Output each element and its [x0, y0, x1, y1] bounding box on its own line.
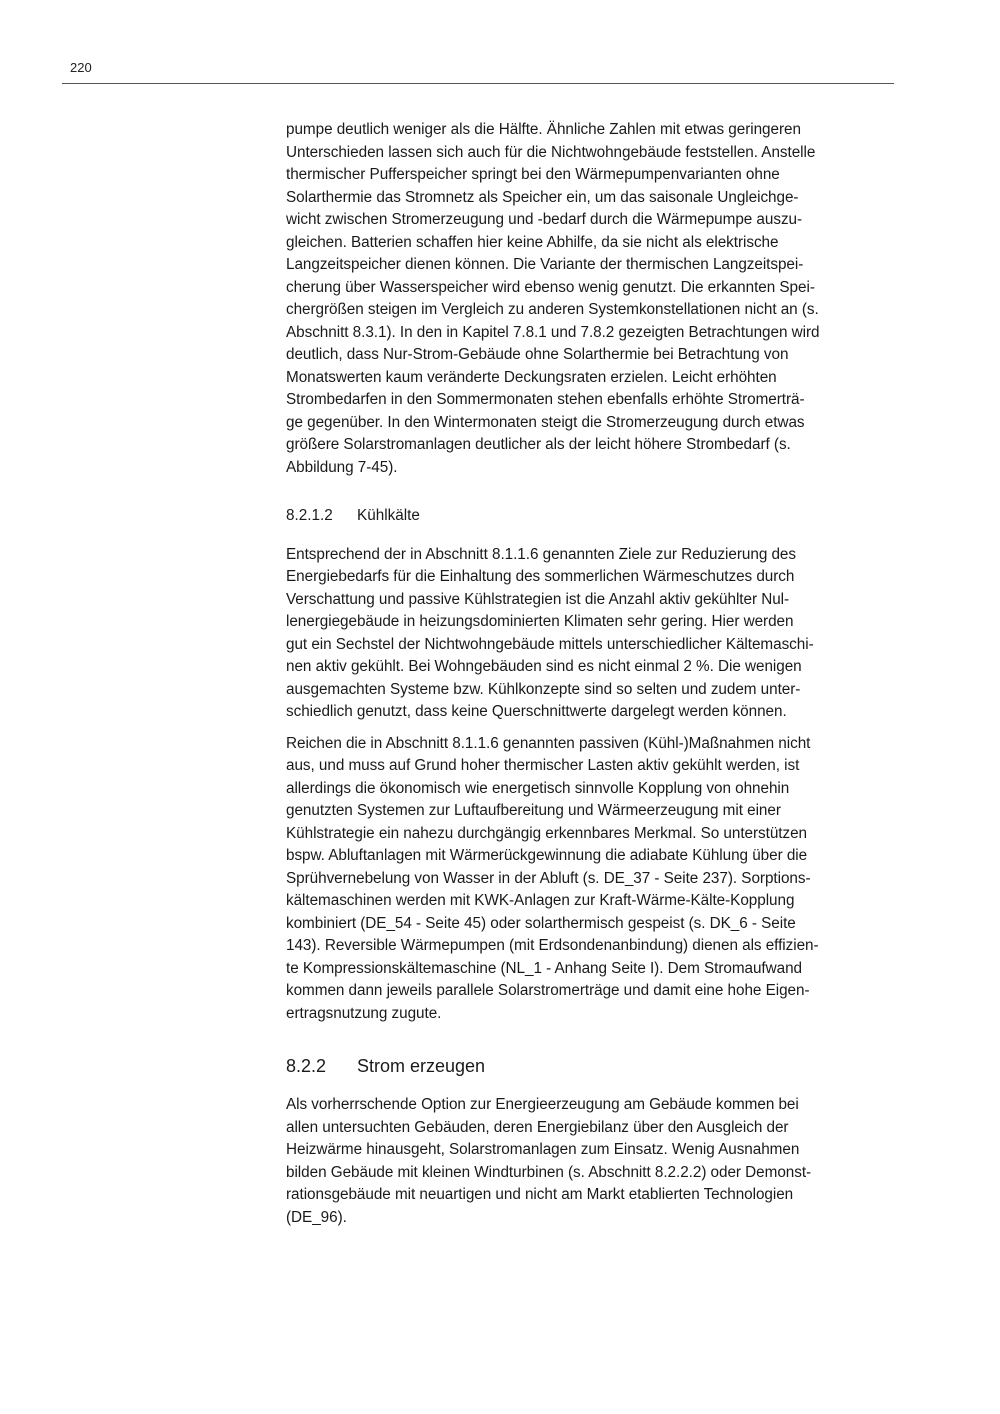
section-number: 8.2.2: [286, 1056, 327, 1076]
section-heading-strom-erzeugen: [286, 1053, 890, 1079]
paragraph-kuehlkaelte-2: Reichen die in Abschnitt 8.1.1.6 genannten passiven (Kühl-)Maßnahmen nicht aus, und muss auf Grund hoher thermischer Lasten aktiv gekühlt werden, ist allerdings die ökonomisch wie energetisch sinnvolle Kopplung von ohnehin genutzten Systemen zur Luftaufbereitung und Wärmeerzeugung mit einer Kühlstrategie ein nahezu durchgängig erkennbares Merkmal. So unterstützen bspw. Abluftanlagen mit Wärmerückgewinnung die adiabate Kühlung über die Sprühvernebelung von Wasser in der Abluft (s. DE_37 - Seite 237). Sorptions- kältemaschinen werden mit KWK-Anlagen zur Kraft-Wärme-Kälte-Kopplung kombiniert (DE_54 - Seite 45) oder solarthermisch gespeist (s. DK_6 - Seite 143). Reversible Wärmepumpen (mit Erdsondenanbindung) dienen als effizien- te Kompressionskältemaschine (NL_1 - Anhang Seite I). Dem Stromaufwand kommen dann jeweils parallele Solarstromerträge und damit eine hohe Eigen- ertragsnutzung zugute.: [286, 734, 819, 1022]
subsection-number: 8.2.1.2: [286, 507, 333, 524]
paragraph-strom-erzeugen: Als vorherrschende Option zur Energieerzeugung am Gebäude kommen bei allen untersuchten Gebäuden, deren Energiebilanz über den Ausgleich der Heizwärme hinausgeht, Solarstromanlagen zum Einsatz. Wenig Ausnahmen bilden Gebäude mit kleinen Windturbinen (s. Abschnitt 8.2.2.2) oder Demonst- rationsgebäude mit neuartigen und nicht am Markt etablierten Technologien (DE_96).: [286, 1096, 812, 1226]
subsection-title: Kühlkälte: [357, 507, 420, 524]
subsection-heading-kuehlkaelte: [286, 505, 890, 528]
section-title: Strom erzeugen: [357, 1056, 486, 1076]
paragraph-kuehlkaelte-1: Entsprechend der in Abschnitt 8.1.1.6 genannten Ziele zur Reduzierung des Energiebedarfs für die Einhaltung des sommerlichen Wärmeschutzes durch Verschattung und passive Kühlstrategien ist die Anzahl aktiv gekühlter Nul- lenergiegebäude in heizungsdominierten Klimaten sehr gering. Hier werden gut ein Sechstel der Nichtwohngebäude mittels unterschiedlicher Kältemaschi- nen aktiv gekühlt. Bei Wohngebäuden sind es nicht einmal 2 %. Die wenigen ausgemachten Systeme bzw. Kühlkonzepte sind so selten und zudem unter- schiedlich genutzt, dass keine Querschnittwerte dargelegt werden können.: [286, 545, 814, 720]
page-number: 220: [70, 60, 92, 75]
page-content: [286, 119, 890, 1229]
paragraph-continued: pumpe deutlich weniger als die Hälfte. Ähnliche Zahlen mit etwas geringeren Unterschieden lassen sich auch für die Nichtwohngebäude feststellen. Anstelle thermischer Pufferspeicher springt bei den Wärmepumpenvarianten ohne Solarthermie das Stromnetz als Speicher ein, um das saisonale Ungleichge- wicht zwischen Stromerzeugung und -bedarf durch die Wärmepumpe auszu- gleichen. Batterien schaffen hier keine Abhilfe, da sie nicht als elektrische Langzeitspeicher dienen können. Die Variante der thermischen Langzeitspei- cherung über Wasserspeicher wird ebenso wenig genutzt. Die erkannten Spei- chergrößen steigen im Vergleich zu anderen Systemkonstellationen nicht an (s. Abschnitt 8.3.1). In den in Kapitel 7.8.1 und 7.8.2 gezeigten Betrachtungen wird deutlich, dass Nur-Strom-Gebäude ohne Solarthermie bei Betrachtung von Monatswerten kaum veränderte Deckungsraten erzielen. Leicht erhöhten Strombedarfen in den Sommermonaten stehen ebenfalls erhöhte Stromerträ- ge gegenüber. In den Wintermonaten steigt die Stromerzeugung durch etwas größere Solarstromanlagen deutlicher als der leicht höhere Strombedarf (s. Abbildung 7-45).: [286, 121, 820, 476]
header-rule: [62, 83, 894, 84]
